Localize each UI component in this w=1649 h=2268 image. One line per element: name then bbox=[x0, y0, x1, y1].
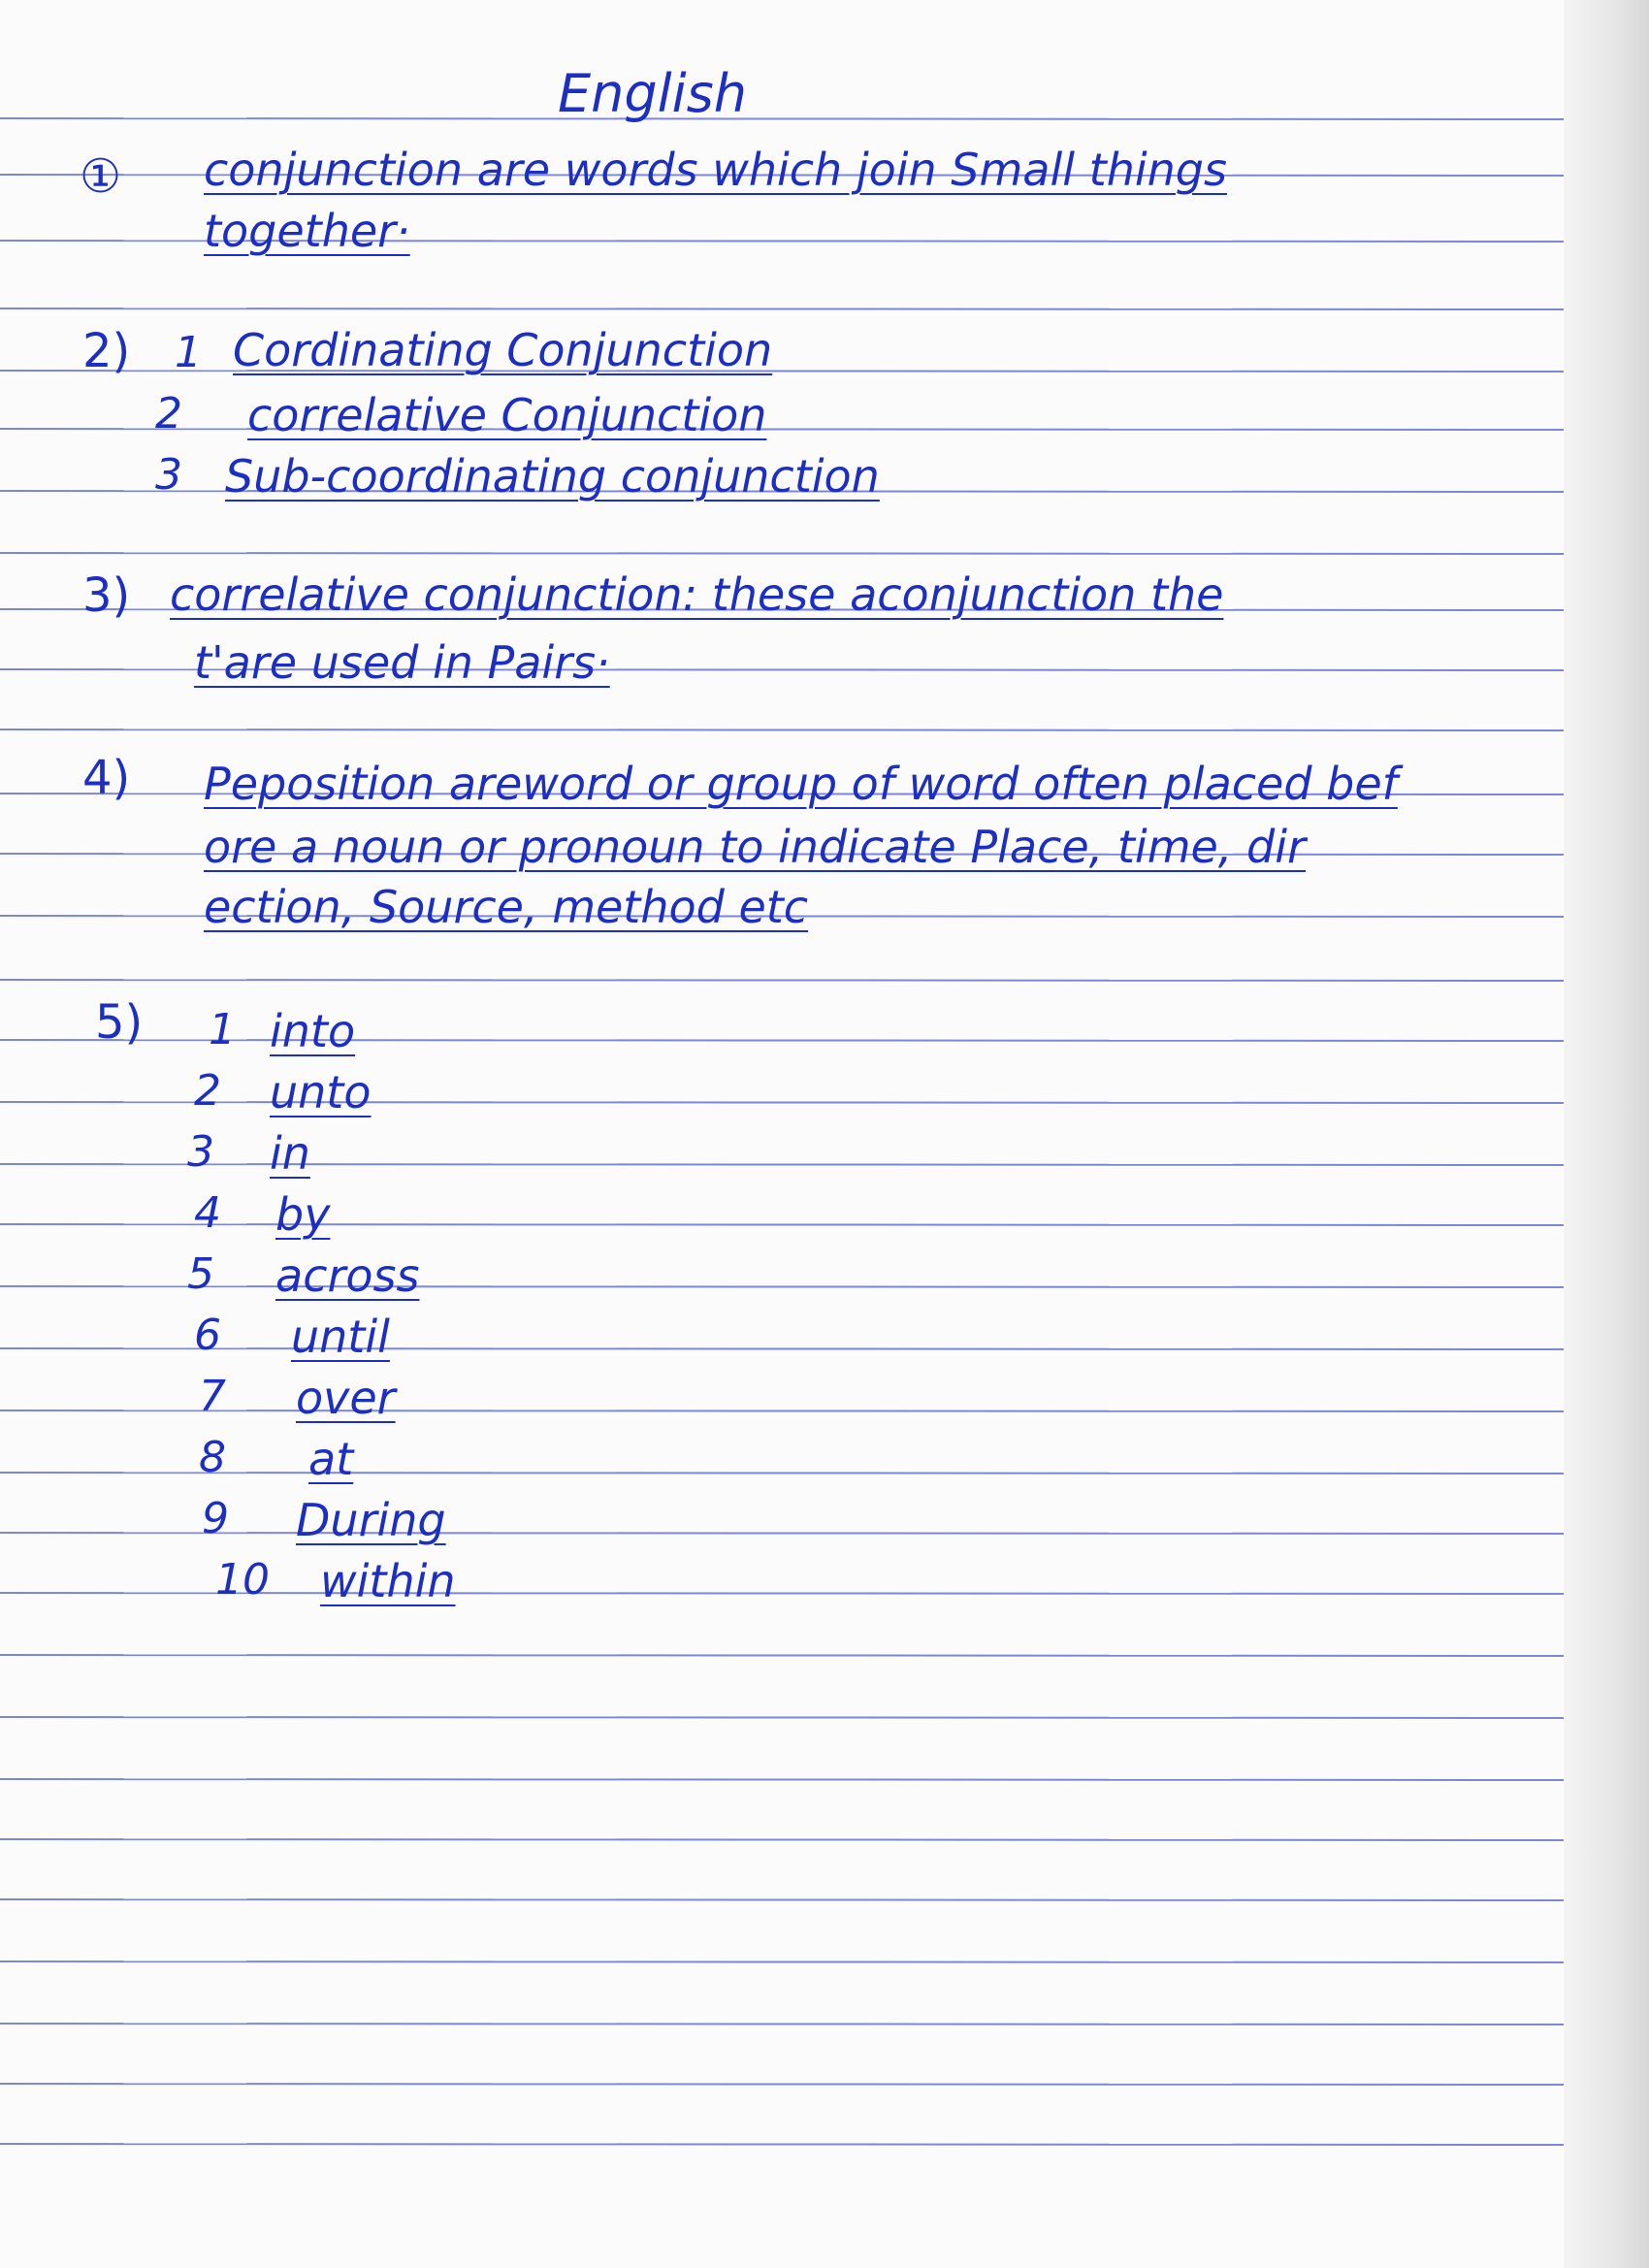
q5-number: 5) bbox=[95, 995, 144, 1050]
ruled-line bbox=[0, 1533, 1567, 1534]
q5-item-number: 4 bbox=[194, 1188, 221, 1238]
q5-item: over bbox=[296, 1372, 396, 1424]
q5-item: by bbox=[275, 1188, 331, 1241]
q2-item-1: Cordinating Conjunction bbox=[233, 324, 773, 376]
ruled-line bbox=[0, 729, 1567, 730]
q3-line-2: t'are used in Pairs· bbox=[194, 636, 610, 689]
q5-item: at bbox=[308, 1433, 354, 1485]
q2-item-1-number: 1 bbox=[175, 328, 202, 377]
q4-line-1: Peposition areword or group of word often placed bef bbox=[204, 758, 1398, 810]
ruled-line bbox=[0, 118, 1567, 119]
q4-number: 4) bbox=[82, 751, 131, 805]
ruled-line bbox=[0, 2084, 1567, 2085]
q5-item: until bbox=[291, 1311, 390, 1363]
ruled-line bbox=[0, 308, 1567, 309]
ruled-line bbox=[0, 1286, 1567, 1287]
q5-item-number: 2 bbox=[194, 1066, 221, 1116]
q5-item-number: 3 bbox=[187, 1127, 214, 1177]
q5-item-number: 8 bbox=[199, 1433, 226, 1482]
ruled-line bbox=[0, 553, 1567, 554]
q2-item-2: correlative Conjunction bbox=[247, 389, 767, 441]
ruled-line bbox=[0, 1899, 1567, 1900]
ruled-line bbox=[0, 429, 1567, 430]
ruled-line bbox=[0, 1164, 1567, 1165]
q5-item: into bbox=[270, 1005, 356, 1057]
q2-item-3-number: 3 bbox=[155, 450, 182, 500]
ruled-line bbox=[0, 1102, 1567, 1103]
q1-number: ① bbox=[80, 149, 122, 204]
q5-item-number: 1 bbox=[209, 1005, 236, 1054]
ruled-line bbox=[0, 1348, 1567, 1349]
q3-line-1: correlative conjunction: these aconjunction the bbox=[170, 568, 1224, 621]
q5-item-number: 7 bbox=[199, 1372, 226, 1421]
ruled-line bbox=[0, 1655, 1567, 1656]
q4-line-3: ection, Source, method etc bbox=[204, 881, 809, 933]
q5-item-number: 10 bbox=[215, 1555, 270, 1604]
ruled-line bbox=[0, 2144, 1567, 2145]
ruled-line bbox=[0, 2024, 1567, 2025]
q2-item-3: Sub-coordinating conjunction bbox=[225, 450, 880, 502]
page-title: English bbox=[558, 63, 747, 124]
q1-line-1: conjunction are words which join Small things bbox=[204, 144, 1227, 196]
ruled-line bbox=[0, 980, 1567, 981]
q5-item: During bbox=[296, 1494, 446, 1546]
q3-number: 3) bbox=[82, 568, 131, 623]
ruled-line bbox=[0, 1961, 1567, 1962]
q5-item: unto bbox=[270, 1066, 372, 1118]
q5-item-number: 5 bbox=[187, 1249, 214, 1299]
q1-line-2: together· bbox=[204, 205, 410, 257]
ruled-line bbox=[0, 1839, 1567, 1840]
q5-item: across bbox=[275, 1249, 420, 1302]
ruled-line bbox=[0, 1473, 1567, 1474]
page-edge-shadow bbox=[1564, 0, 1649, 2268]
q5-item-number: 9 bbox=[202, 1494, 229, 1543]
ruled-line bbox=[0, 1224, 1567, 1225]
q2-number: 2) bbox=[82, 324, 131, 378]
q5-item-number: 6 bbox=[194, 1311, 221, 1360]
q5-item: within bbox=[320, 1555, 456, 1607]
ruled-line bbox=[0, 1717, 1567, 1718]
q4-line-2: ore a noun or pronoun to indicate Place, time, dir bbox=[204, 821, 1306, 873]
ruled-line bbox=[0, 1410, 1567, 1411]
ruled-line bbox=[0, 1779, 1567, 1780]
q5-item: in bbox=[270, 1127, 310, 1180]
q2-item-2-number: 2 bbox=[155, 389, 182, 438]
